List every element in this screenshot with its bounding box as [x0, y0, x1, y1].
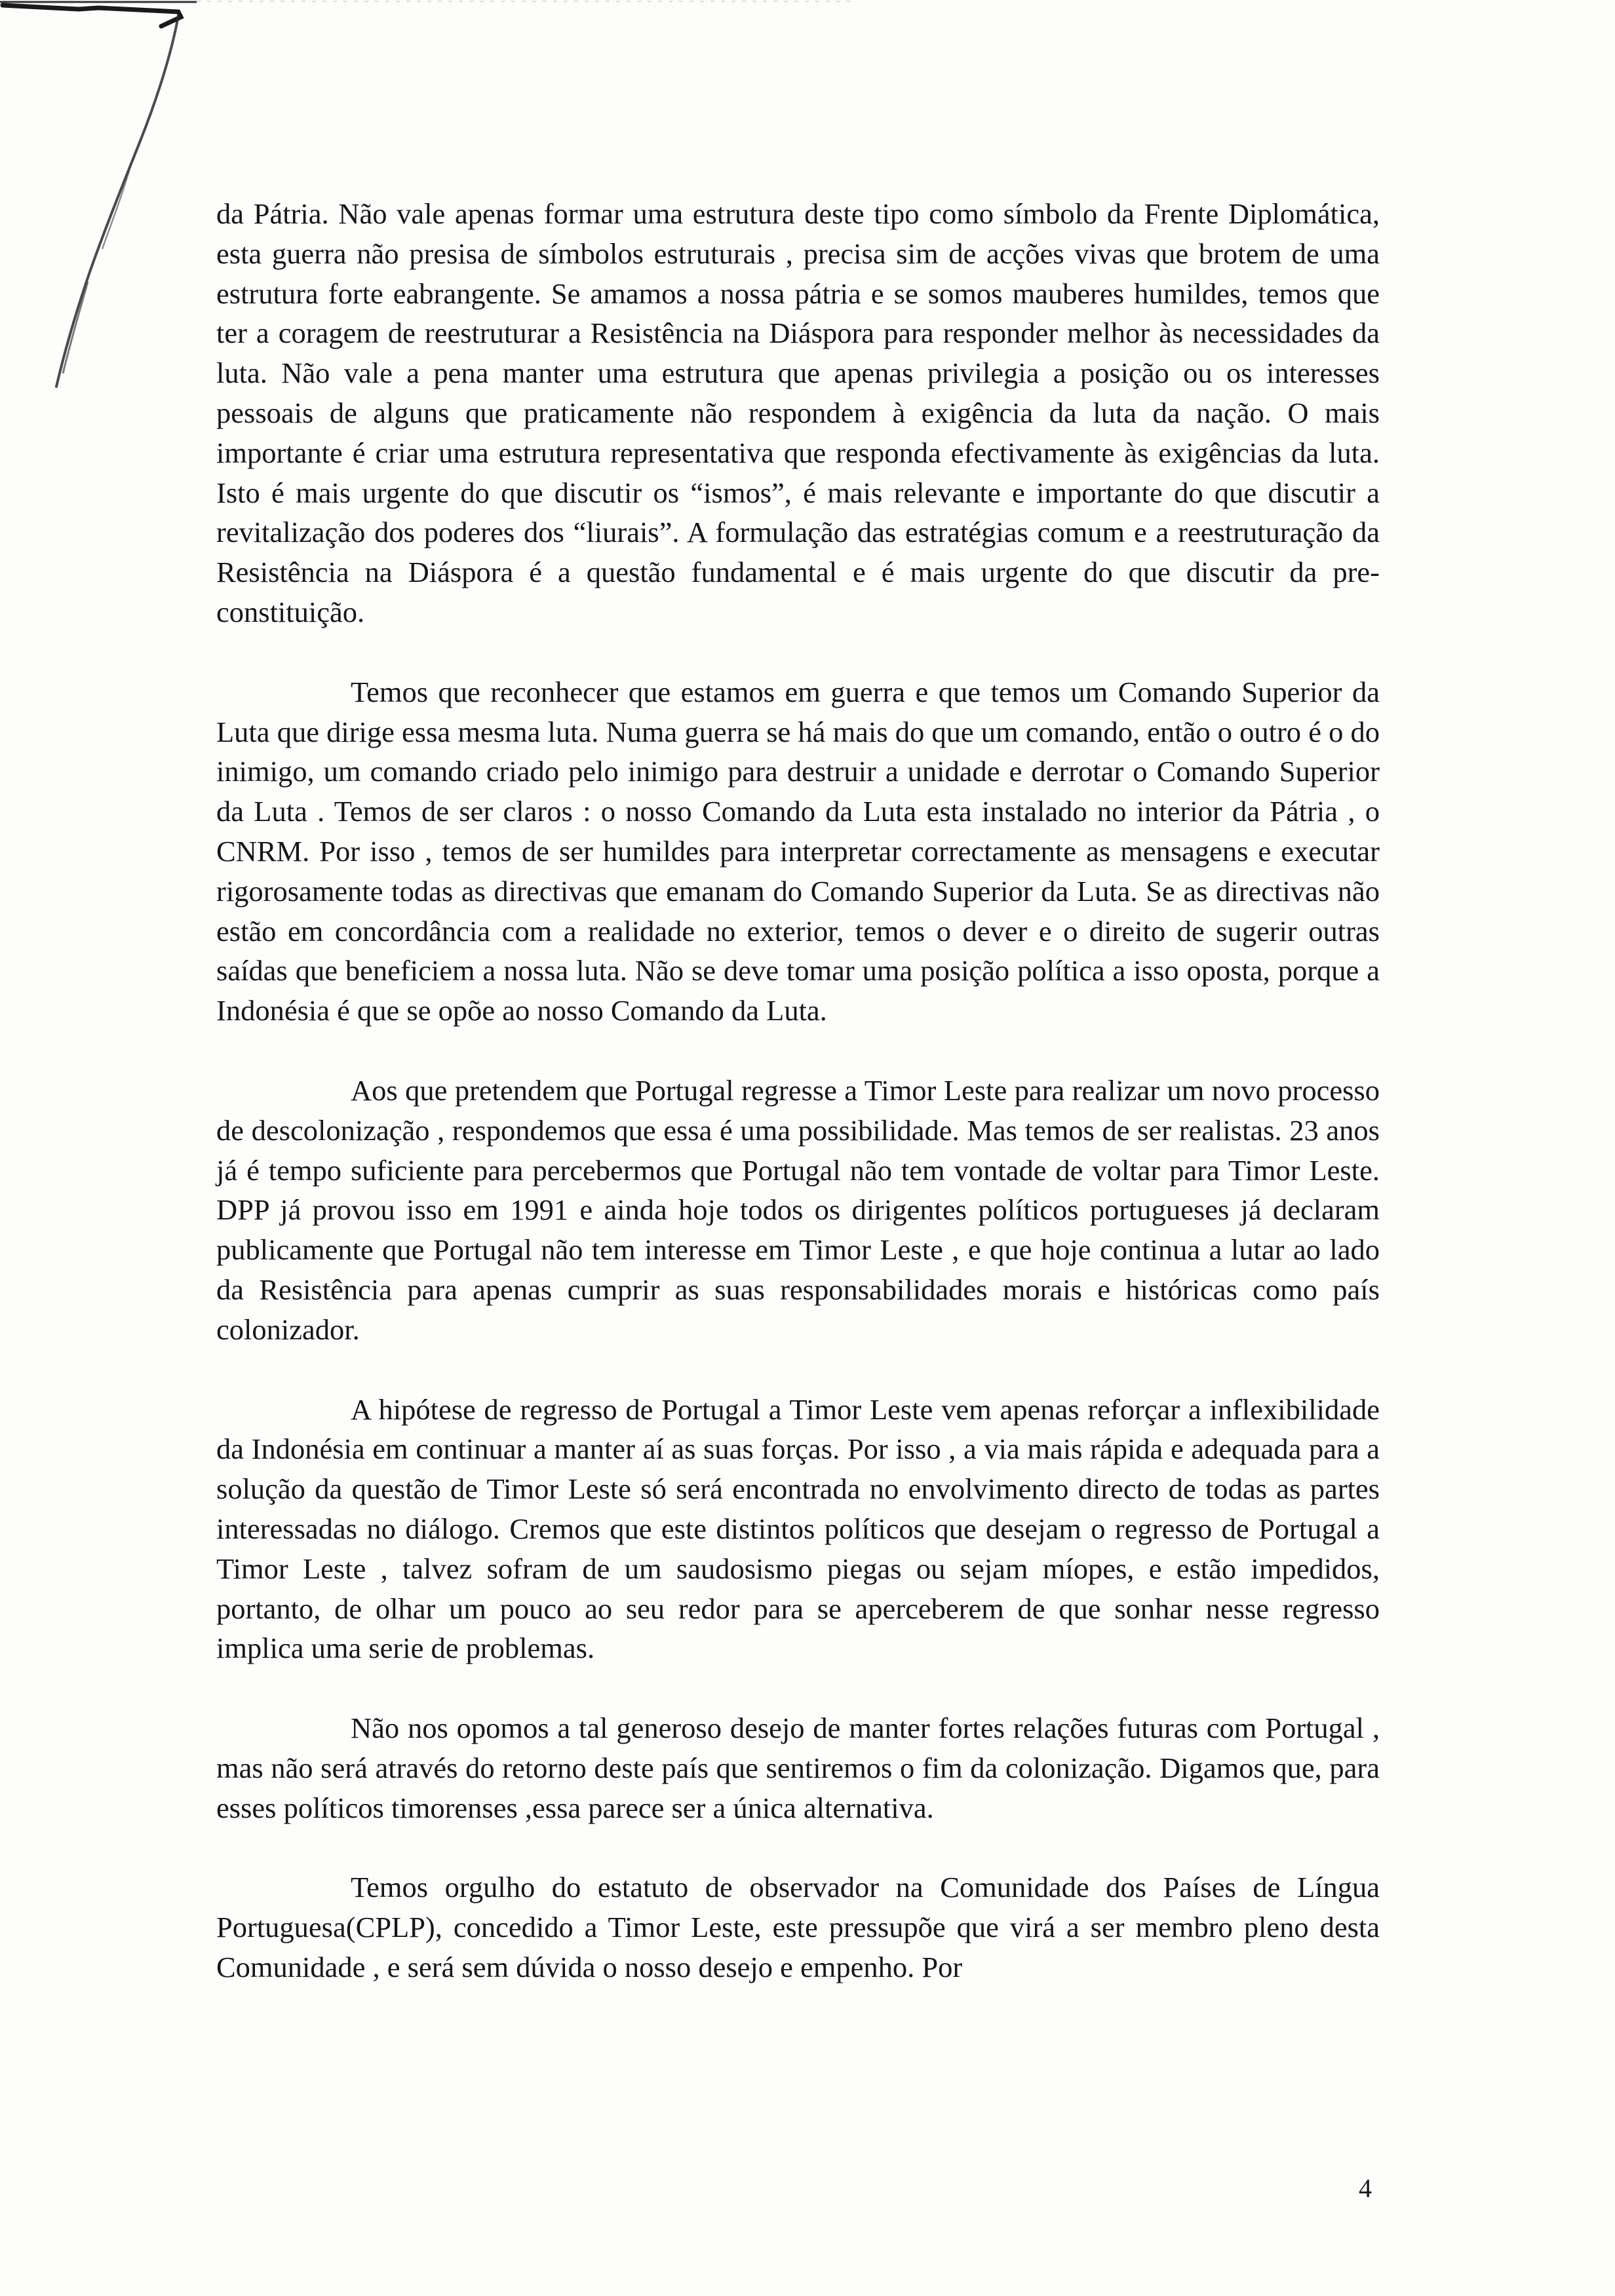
- handwritten-stroke-mark: [0, 0, 216, 406]
- scan-top-edge: [0, 0, 852, 9]
- paragraph-4: A hipótese de regresso de Portugal a Timor Leste vem apenas reforçar a inflexibilidade da Indonésia em continuar a manter aí as suas forças. Por isso , a via mais rápida e adequada para a solução da questão de Timor Leste só será encontrada no envolvimento directo de todas as partes interessadas no diálogo. Cremos que este distintos políticos que desejam o regresso de Portugal a Timor Leste , talvez sofram de um saudosismo piegas ou sejam míopes, e estão impedidos, portanto, de olhar um pouco ao seu redor para se aperceberem de que sonhar nesse regresso implica uma serie de problemas.: [216, 1392, 1380, 1665]
- paragraph-5: Não nos opomos a tal generoso desejo de manter fortes relações futuras com Portugal , mas não será através do retorno deste país que sentiremos o fim da colonização. Digamos que, para esses políticos timorenses ,essa parece ser a única alternativa.: [216, 1712, 1380, 1824]
- paragraph-3: Aos que pretendem que Portugal regresse a Timor Leste para realizar um novo processo de descolonização , respondemos que essa é uma possibilidade. Mas temos de ser realistas. 23 anos já é tempo suficiente para percebermos que Portugal não tem vontade de voltar para Timor Leste. DPP já provou isso em 1991 e ainda hoje todos os dirigentes políticos portugueses já declaram publicamente que Portugal não tem interesse em Timor Leste , e que hoje continua a lutar ao lado da Resistência para apenas cumprir as suas responsabilidades morais e históricas como país colonizador.: [216, 1073, 1380, 1346]
- paragraph-6: Temos orgulho do estatuto de observador na Comunidade dos Países de Língua Portuguesa(CPLP), concedido a Timor Leste, este pressupõe que virá a ser membro pleno desta Comunidade , e será sem dúvida o nosso desejo e empenho. Por: [216, 1871, 1380, 1984]
- document-body: [216, 194, 1380, 2027]
- paragraph-2: Temos que reconhecer que estamos em guerra e que temos um Comando Superior da Luta que dirige essa mesma luta. Numa guerra se há mais do que um comando, então o outro é o do inimigo, um comando criado pelo inimigo para destruir a unidade e derrotar o Comando Superior da Luta . Temos de ser claros : o nosso Comando da Luta esta instalado no interior da Pátria , o CNRM. Por isso , temos de ser humildes para interpretar correctamente as mensagens e executar rigorosamente todas as directivas que emanam do Comando Superior da Luta. Se as directivas não estão em concordância com a realidade no exterior, temos o dever e o direito de sugerir outras saídas que beneficiem a nossa luta. Não se deve tomar uma posição política a isso oposta, porque a Indonésia é que se opõe ao nosso Comando da Luta.: [216, 675, 1380, 1027]
- page-number: 4: [1359, 2173, 1372, 2203]
- paragraph-1: da Pátria. Não vale apenas formar uma estrutura deste tipo como símbolo da Frente Diplomática, esta guerra não presisa de símbolos estruturais , precisa sim de acções vivas que brotem de uma estrutura forte eabrangente. Se amamos a nossa pátria e se somos mauberes humildes, temos que ter a coragem de reestruturar a Resistência na Diáspora para responder melhor às necessidades da luta. Não vale a pena manter uma estrutura que apenas privilegia a posição ou os interesses pessoais de alguns que praticamente não respondem à exigência da luta da nação. O mais importante é criar uma estrutura representativa que responda efectivamente às exigências da luta. Isto é mais urgente do que discutir os “ismos”, é mais relevante e importante do que discutir a revitalização dos poderes dos “liurais”. A formulação das estratégias comum e a reestruturação da Resistência na Diáspora é a questão fundamental e é mais urgente do que discutir da pre-constituição.: [216, 197, 1380, 628]
